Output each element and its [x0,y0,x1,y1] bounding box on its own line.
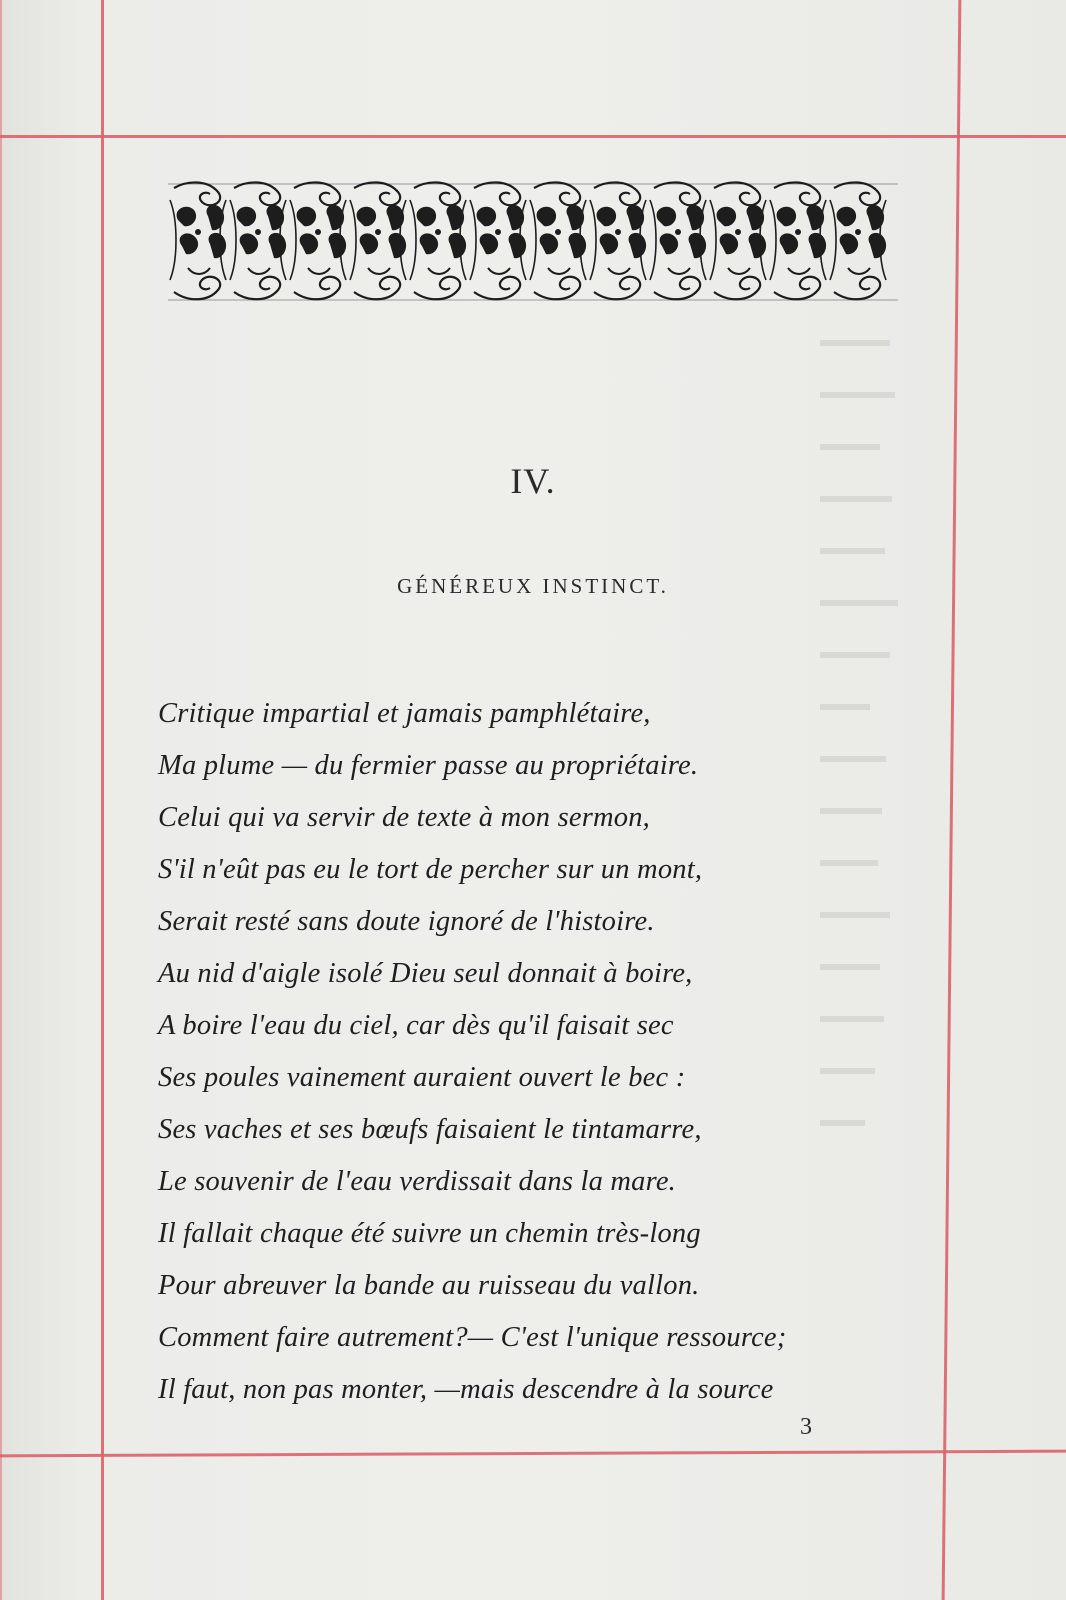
red-rule-top [0,135,1066,138]
verse-line: A boire l'eau du ciel, car dès qu'il faisait sec [158,1010,674,1041]
verse-line: S'il n'eût pas eu le tort de percher sur un mont, [158,854,703,885]
poem-verses [158,688,918,1416]
red-rule-bottom [0,1450,1066,1458]
verse-line: Critique impartial et jamais pamphlétaire, [158,698,651,729]
poem-title: GÉNÉREUX INSTINCT. [397,574,669,598]
red-rule-right-outer [942,0,962,1600]
red-rule-left-edge [0,0,2,1600]
verse-line: Serait resté sans doute ignoré de l'histoire. [158,906,655,937]
verse-line: Ma plume — du fermier passe au propriétaire. [158,750,699,781]
verse-line: Le souvenir de l'eau verdissait dans la mare. [158,1166,677,1197]
verse-line: Il faut, non pas monter, —mais descendre à la source [158,1374,774,1405]
verse-line: Celui qui va servir de texte à mon sermon, [158,802,651,833]
verse-line: Ses poules vainement auraient ouvert le bec : [158,1062,686,1093]
verse-line: Comment faire autrement?— C'est l'unique ressource; [158,1322,787,1353]
verse-line: Au nid d'aigle isolé Dieu seul donnait à boire, [158,958,693,989]
verse-line: Pour abreuver la bande au ruisseau du vallon. [158,1270,700,1301]
page-number: 3 [800,1414,812,1440]
ornamental-headpiece [168,180,898,304]
chapter-number: IV. [510,461,556,501]
verse-line: Ses vaches et ses bœufs faisaient le tintamarre, [158,1114,702,1145]
verse-line: Il fallait chaque été suivre un chemin très-long [158,1218,701,1249]
red-rule-left-outer [101,0,104,1600]
